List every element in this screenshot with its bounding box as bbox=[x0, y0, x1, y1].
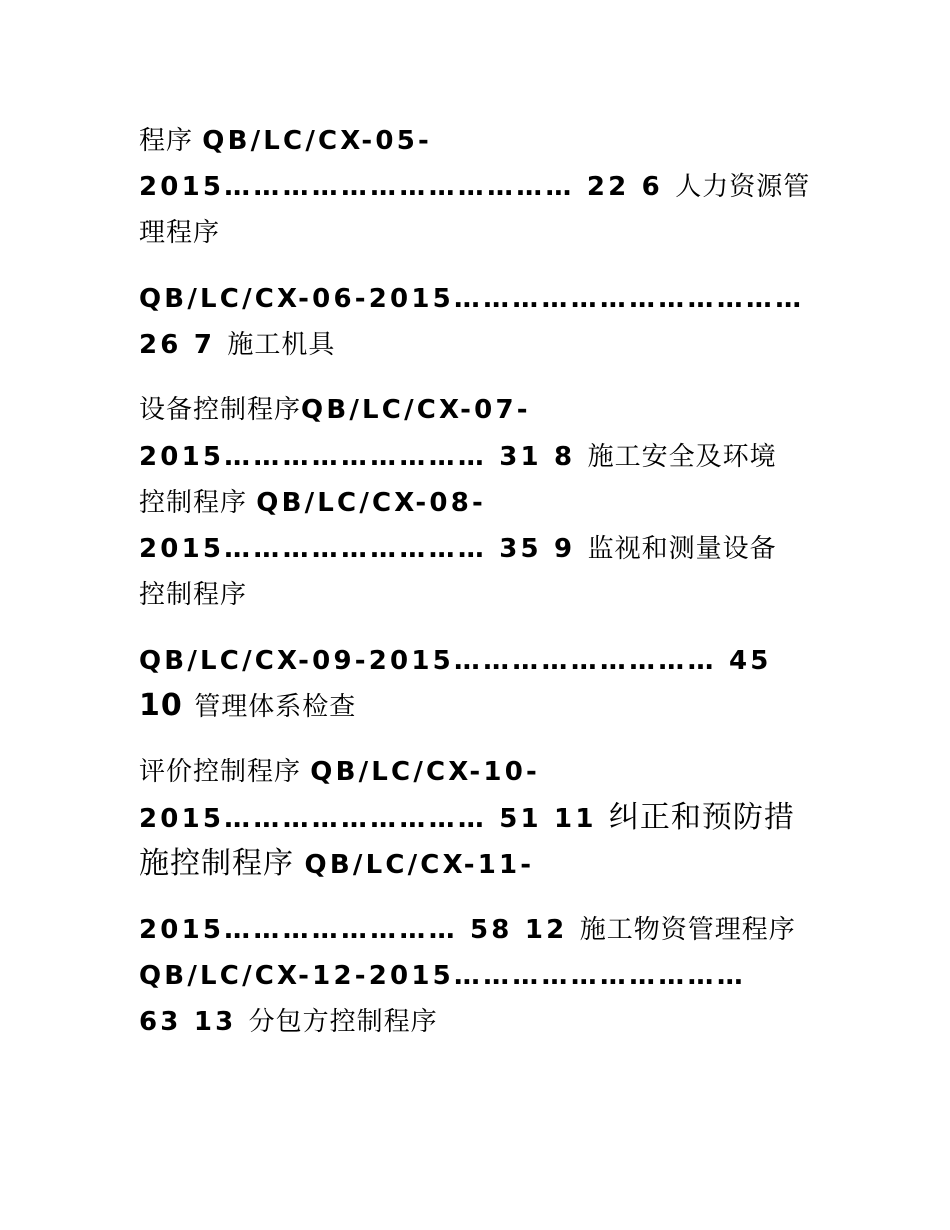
toc-text: 人力资源管 bbox=[675, 172, 811, 202]
toc-text: 程序 bbox=[139, 126, 203, 156]
toc-code: QB/LC/CX-10- bbox=[310, 757, 540, 787]
toc-code: 2015……………………… 31 8 bbox=[139, 442, 588, 472]
toc-code: QB/LC/CX-05- bbox=[202, 126, 432, 156]
toc-code: 2015……………………… 35 9 bbox=[139, 534, 588, 564]
toc-line-3 bbox=[139, 210, 220, 256]
toc-line-6 bbox=[139, 387, 531, 433]
toc-line-11 bbox=[139, 638, 772, 684]
toc-line-9 bbox=[139, 526, 777, 572]
toc-text: 施工物资管理程序 bbox=[579, 915, 796, 945]
toc-text: 理程序 bbox=[139, 218, 221, 248]
toc-line-18 bbox=[139, 999, 438, 1045]
toc-text: 设备控制程序 bbox=[139, 395, 302, 425]
toc-line-12 bbox=[139, 683, 356, 729]
toc-line-5 bbox=[139, 322, 335, 368]
toc-code: QB/LC/CX-07- bbox=[301, 395, 531, 425]
toc-line-4 bbox=[139, 276, 804, 322]
toc-code: 2015……………………… 51 11 bbox=[139, 804, 609, 834]
toc-text: 分包方控制程序 bbox=[248, 1007, 438, 1037]
toc-text: 纠正和预防措 bbox=[608, 800, 795, 835]
toc-line-7 bbox=[139, 434, 777, 480]
toc-code: 26 7 bbox=[139, 330, 228, 360]
toc-text: 控制程序 bbox=[139, 580, 248, 610]
toc-text: 管理体系检查 bbox=[194, 692, 357, 722]
toc-line-2 bbox=[139, 164, 810, 210]
toc-code: 63 13 bbox=[139, 1007, 249, 1037]
toc-code: 2015……………………………… 22 6 bbox=[139, 172, 676, 202]
toc-text: 评价控制程序 bbox=[139, 757, 311, 787]
toc-line-1 bbox=[139, 118, 432, 164]
toc-code: QB/LC/CX-11- bbox=[304, 850, 535, 880]
toc-text: 施工安全及环境 bbox=[587, 442, 777, 472]
toc-text: 施工机具 bbox=[227, 330, 336, 360]
toc-line-10 bbox=[139, 572, 247, 618]
toc-text: 施控制程序 bbox=[139, 846, 305, 881]
toc-code: QB/LC/CX-12-2015………………………… bbox=[139, 961, 746, 991]
toc-line-17 bbox=[139, 953, 746, 999]
toc-line-14 bbox=[139, 795, 795, 841]
toc-code: 2015…………………… 58 12 bbox=[139, 915, 580, 945]
toc-code: QB/LC/CX-09-2015……………………… 45 bbox=[139, 646, 772, 676]
toc-text: 控制程序 bbox=[139, 488, 257, 518]
toc-line-13 bbox=[139, 749, 540, 795]
toc-line-8 bbox=[139, 480, 486, 526]
toc-code: 10 bbox=[139, 688, 195, 723]
toc-line-15 bbox=[139, 841, 534, 887]
toc-code: QB/LC/CX-06-2015……………………………… bbox=[139, 284, 805, 314]
toc-code: QB/LC/CX-08- bbox=[256, 488, 486, 518]
toc-line-16 bbox=[139, 907, 796, 953]
toc-text: 监视和测量设备 bbox=[587, 534, 777, 564]
